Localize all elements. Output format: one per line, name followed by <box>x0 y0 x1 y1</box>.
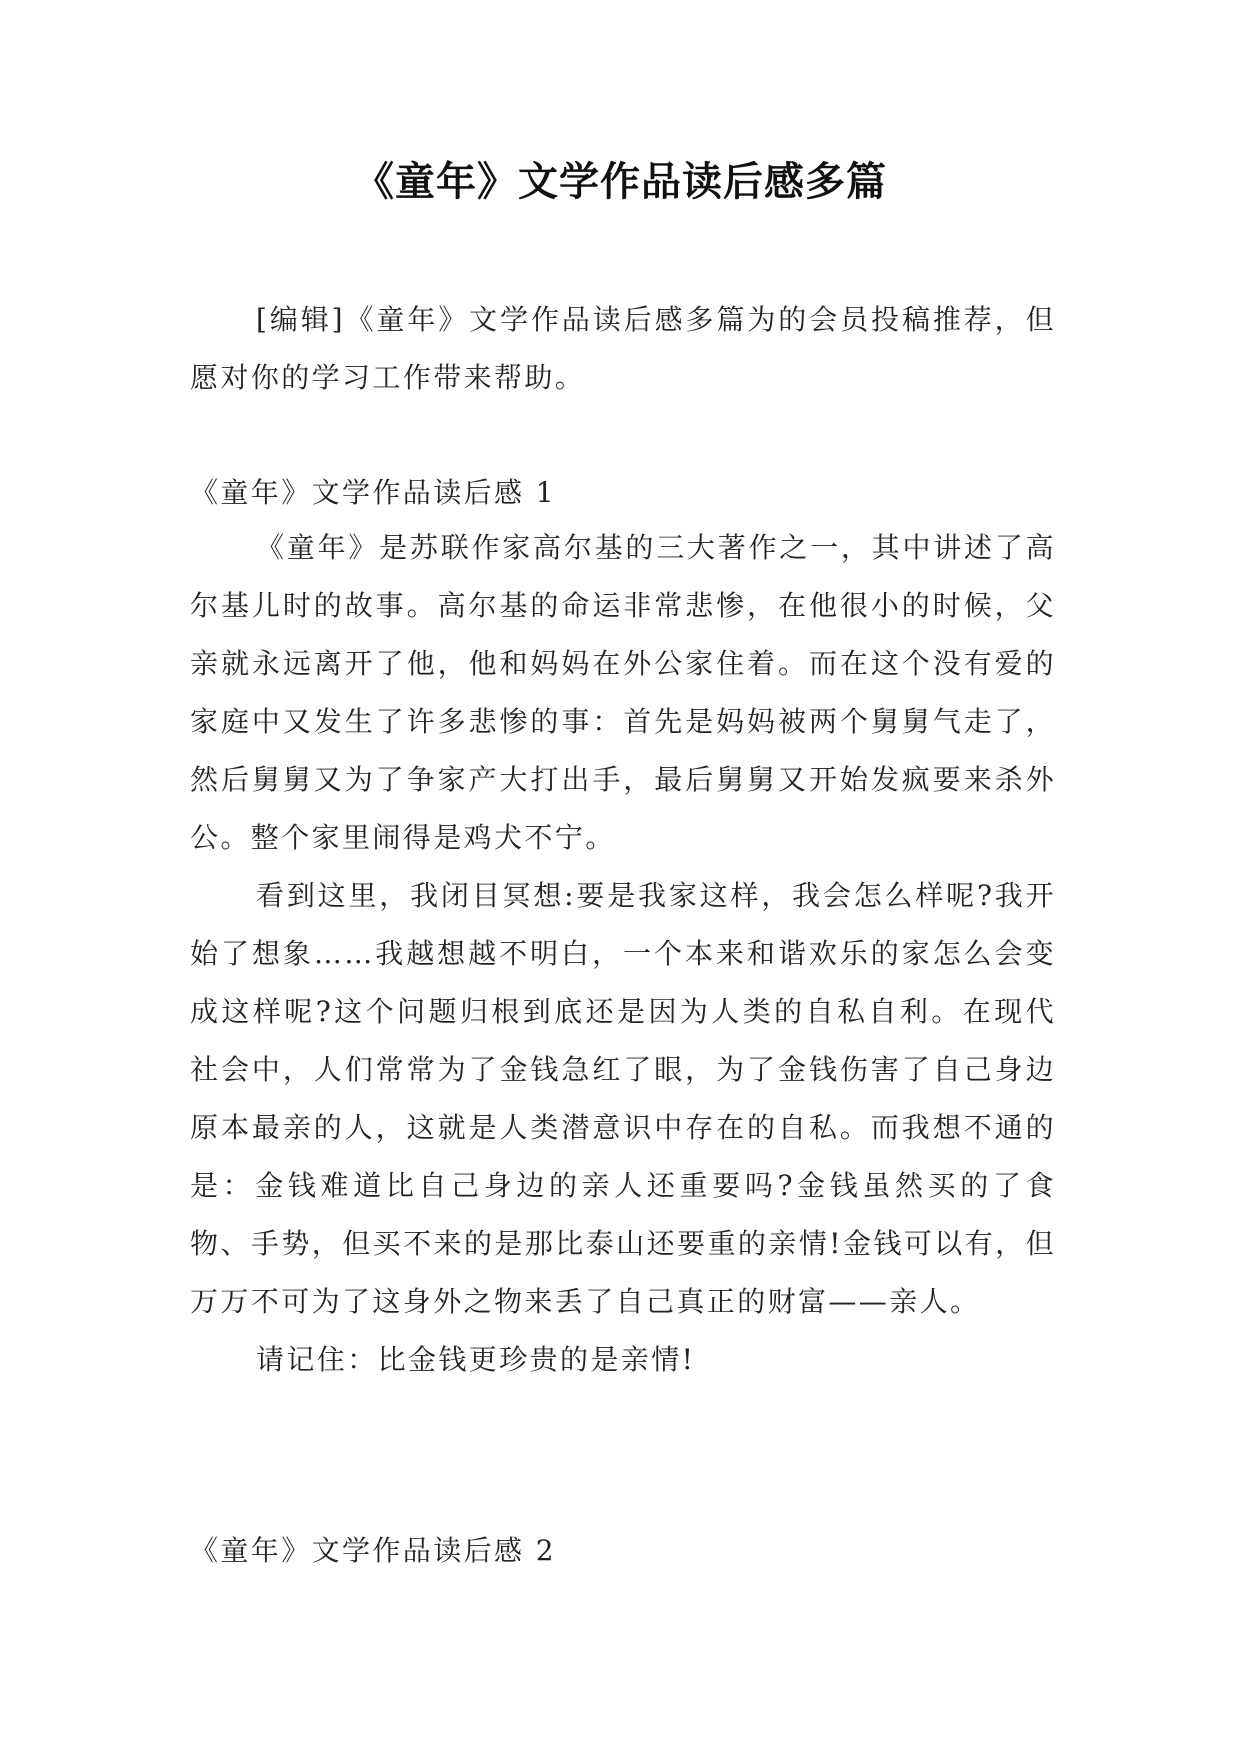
intro-paragraph <box>190 291 1056 407</box>
section-1-paragraph-2: 看到这里，我闭目冥想:要是我家这样，我会怎么样呢?我开始了想象……我越想越不明白，一个本来和谐欢乐的家怎么会变成这样呢?这个问题归根到底还是因为人类的自私自利。在现代社会中，人们常常为了金钱急红了眼，为了金钱伤害了自己身边原本最亲的人，这就是人类潜意识中存在的自私。而我想不通的是：金钱难道比自己身边的亲人还重要吗?金钱虽然买的了食物、手势，但买不来的是那比泰山还要重的亲情!金钱可以有，但万万不可为了这身外之物来丢了自己真正的财富——亲人。 <box>190 879 1056 1318</box>
section-1-paragraph-1: 《童年》是苏联作家高尔基的三大著作之一，其中讲述了高尔基儿时的故事。高尔基的命运非常悲惨，在他很小的时候，父亲就永远离开了他，他和妈妈在外公家住着。而在这个没有爱的家庭中又发生了许多悲惨的事：首先是妈妈被两个舅舅气走了，然后舅舅又为了争家产大打出手，最后舅舅又开始发疯要来杀外公。整个家里闹得是鸡犬不宁。 <box>190 531 1056 854</box>
section-1-paragraph-3: 请记住：比金钱更珍贵的是亲情! <box>256 1343 696 1376</box>
section-heading-1: 《童年》文学作品读后感 1 <box>190 476 556 509</box>
section-heading-2: 《童年》文学作品读后感 2 <box>190 1534 556 1567</box>
document-title: 《童年》文学作品读后感多篇 <box>354 159 887 205</box>
section-body-1 <box>190 519 1056 1389</box>
intro-text: [编辑]《童年》文学作品读后感多篇为的会员投稿推荐，但愿对你的学习工作带来帮助。 <box>190 303 1056 394</box>
